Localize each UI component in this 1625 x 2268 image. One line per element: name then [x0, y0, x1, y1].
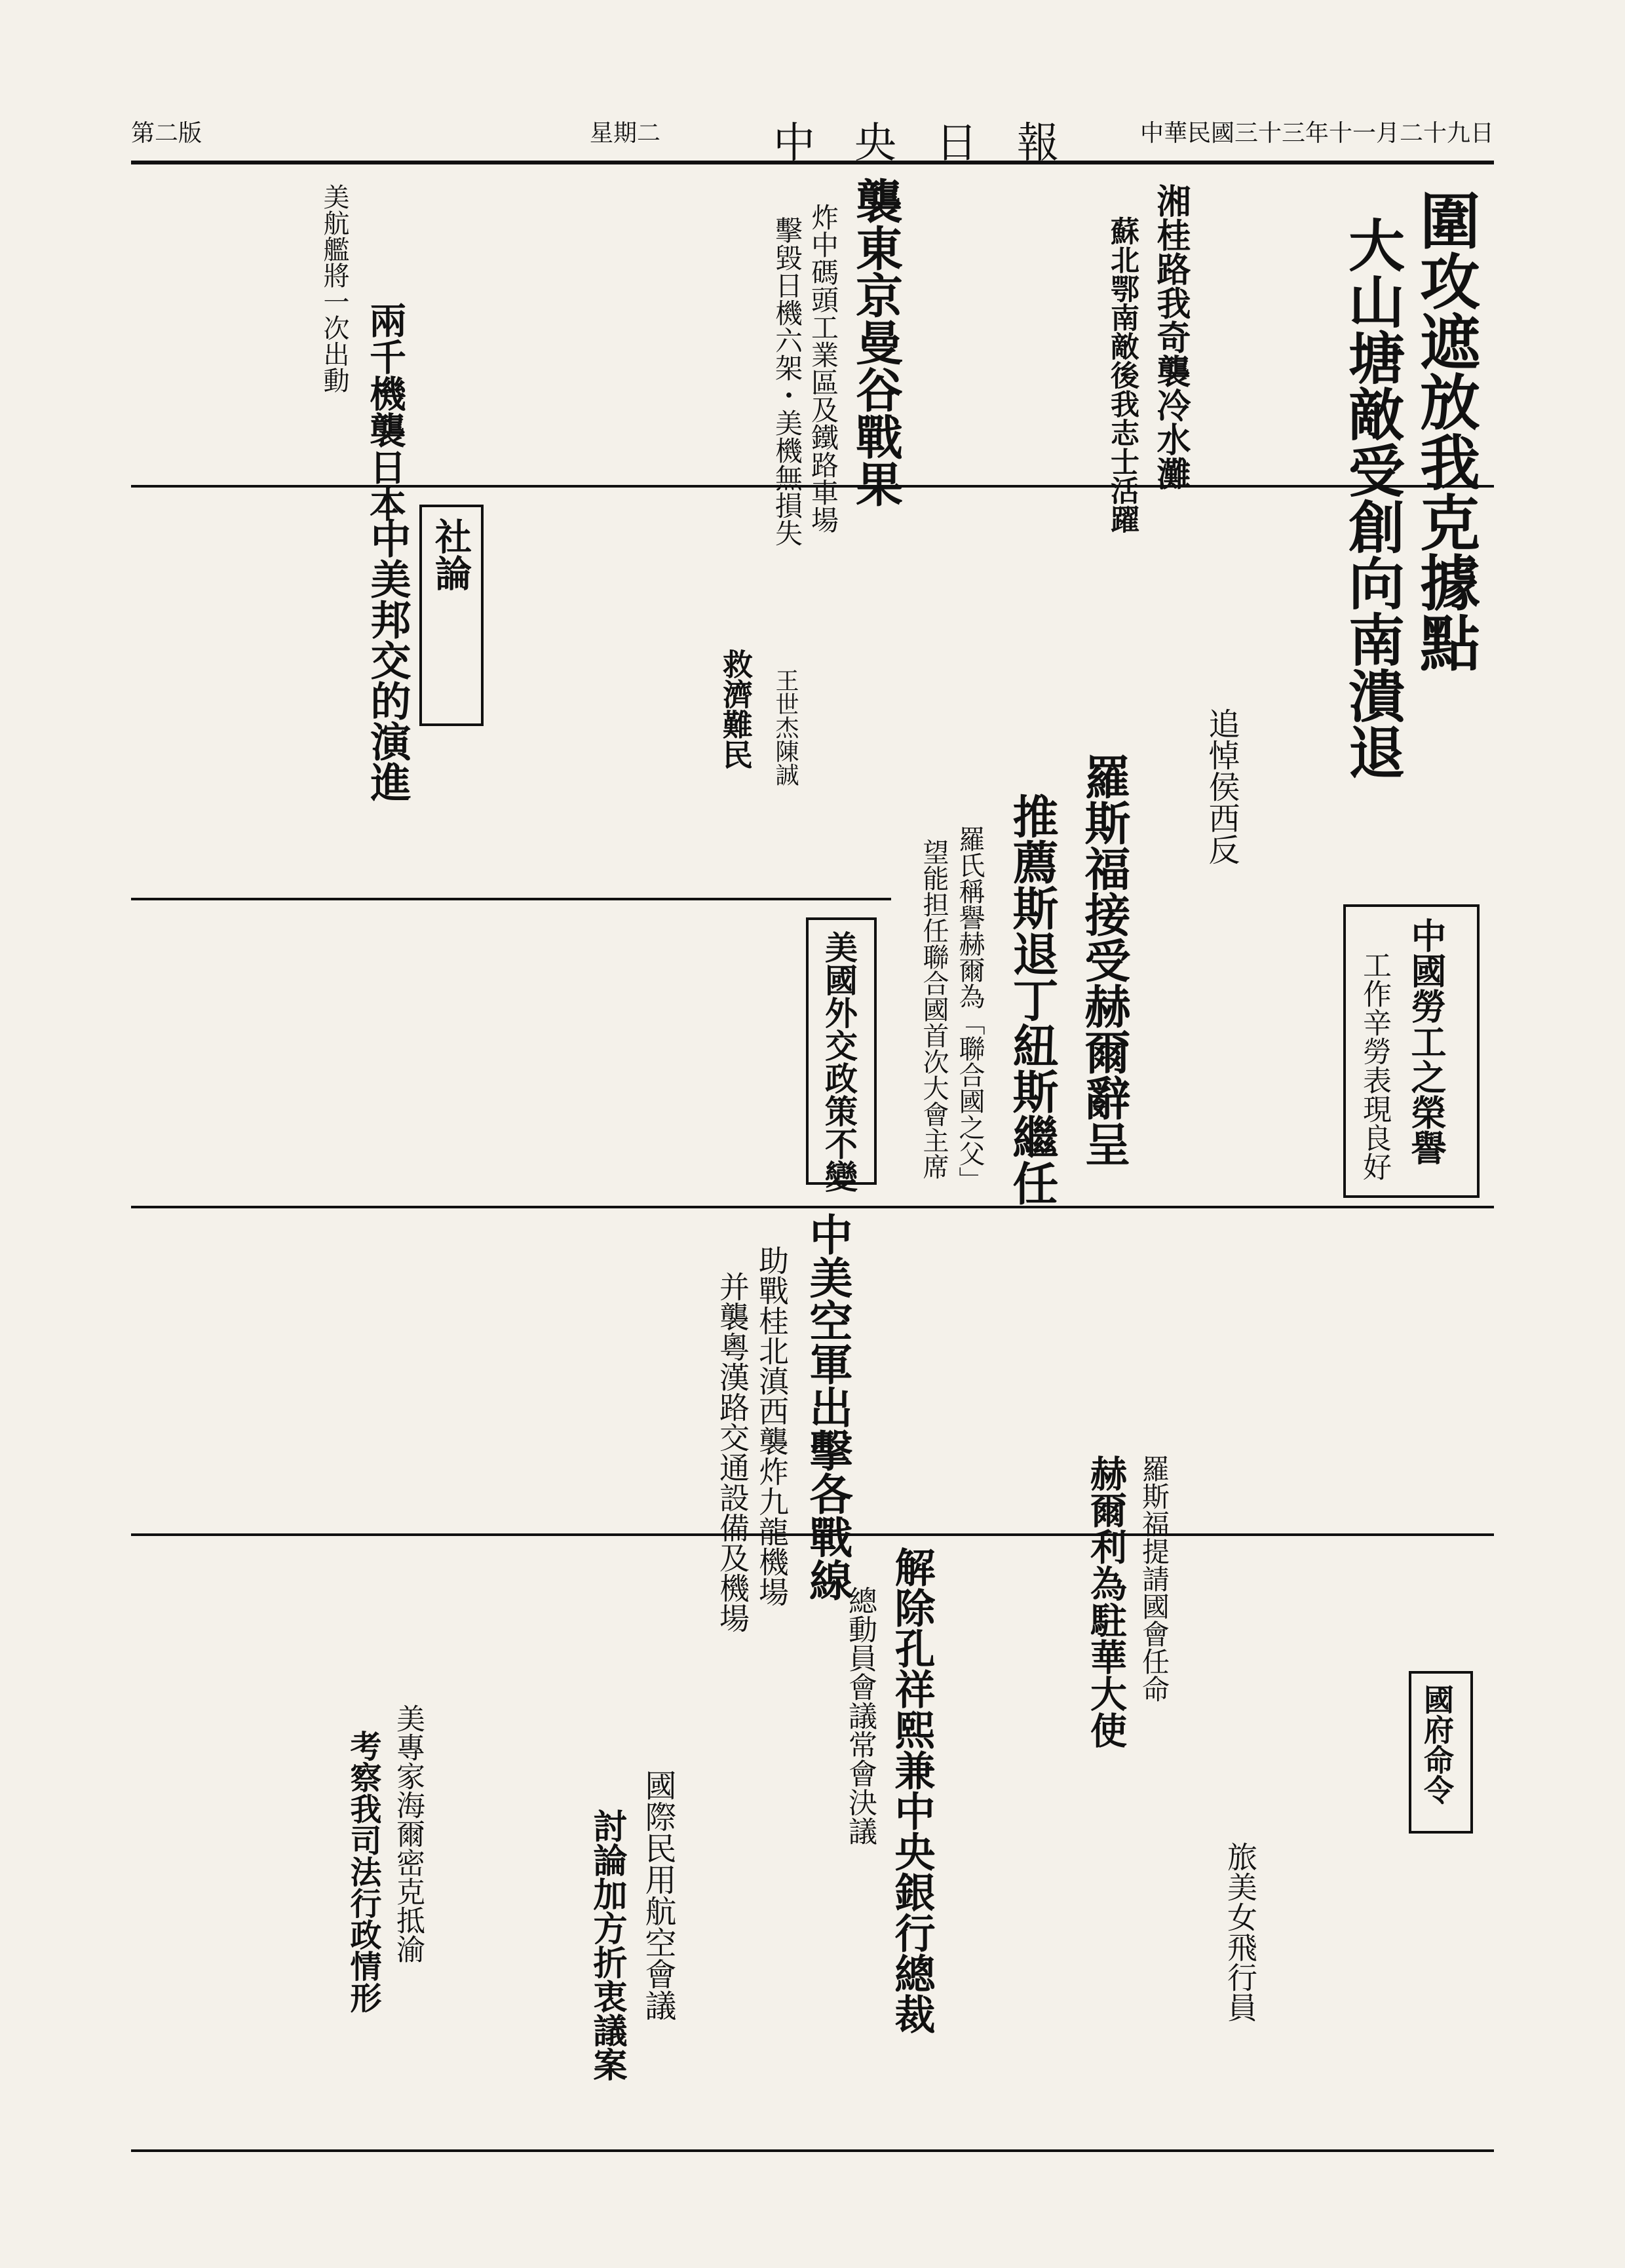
law-expert-subheadline: 考察我司法行政情形: [345, 1730, 381, 2013]
labor-headline: 中國勞工之榮譽: [1405, 917, 1447, 1165]
roosevelt-body: [904, 505, 1140, 740]
officials-headline: 王世杰陳誠: [772, 668, 799, 786]
air-subheadline: 助戰桂北滇西襲炸九龍機場: [754, 1245, 790, 1607]
labor-body: [1245, 505, 1481, 885]
relief-headline: 救濟難民: [718, 649, 754, 769]
law-expert-body: [144, 1547, 328, 2136]
air-headline: 中美空軍出擊各戰線: [802, 1212, 853, 1602]
lead-subheadline: 大山塘敵受創向南潰退: [1339, 216, 1405, 780]
hurley-body: [898, 1219, 1068, 1520]
raid-headline: 襲東京曼谷戰果: [848, 177, 904, 507]
roosevelt-note: 羅氏稱譽赫爾為「聯合國之父」: [955, 826, 985, 1193]
law-expert-headline: 美專家海爾密克抵渝: [391, 1704, 425, 1963]
b29-body: [144, 183, 301, 472]
subei-headline: 蘇北鄂南敵後我志士活躍: [1105, 216, 1139, 533]
labor-subheadline: 工作辛勞表現良好: [1358, 950, 1391, 1181]
aviation-body: [511, 1547, 812, 1743]
air-subheadline-2: 并襲粵漢路交通設備及機場: [715, 1271, 750, 1633]
aviation-headline: 國際民用航空會議: [640, 1769, 676, 2021]
kong-subheadline: 總動員會議常會決議: [843, 1586, 877, 1845]
memorial-headline: 追悼侯西反: [1203, 708, 1240, 865]
raid-body: [564, 183, 760, 472]
newspaper-title: 中央日報: [773, 119, 1098, 168]
raid-subheadline-2: 擊毀日機六架・美機無損失: [771, 216, 803, 547]
relief-body: [498, 505, 695, 872]
aviation-subheadline: 討論加方折衷議案: [587, 1809, 627, 2081]
section-rule: [131, 898, 891, 900]
lead-body: [1232, 183, 1324, 472]
masthead: [131, 115, 1494, 168]
editorial-label: 社論: [429, 518, 472, 591]
roosevelt-note-2: 望能担任聯合國首次大會主席: [919, 839, 949, 1180]
decree-body: [1179, 1219, 1481, 1520]
section-rule: [131, 2149, 1494, 2152]
foreign-policy-headline: 美國外交政策不變: [820, 931, 858, 1193]
weekday: 星期二: [590, 120, 661, 147]
page-number: 第二版: [131, 120, 202, 147]
decree-headline: 國府命令: [1419, 1684, 1455, 1805]
roosevelt-headline: 羅斯福接受赫爾辭呈: [1077, 754, 1132, 1166]
raid-subheadline: 炸中碼頭工業區及鐵路車場: [807, 203, 839, 533]
editorial-title: 中美邦交的演進: [364, 518, 411, 802]
editorial-body: [144, 505, 354, 878]
women-body: [1396, 1547, 1481, 2136]
guilin-body: [970, 183, 1088, 472]
guilin-headline: 湘桂路我奇襲冷水灘: [1151, 183, 1191, 490]
women-headline: 旅美女飛行員: [1223, 1841, 1258, 2022]
air-body: [524, 1219, 701, 1520]
kong-body: [950, 1547, 1383, 2136]
hurley-subheadline: 赫爾利為駐華大使: [1084, 1455, 1128, 1748]
issue-date: 中華民國三十三年十一月二十九日: [1139, 120, 1494, 147]
b29-subheadline: 兩千機襲日本: [364, 301, 407, 522]
b29-headline: 美航艦將一次出動: [319, 183, 349, 393]
roosevelt-subheadline: 推薦斯退丁紐斯繼任: [1005, 793, 1060, 1206]
hurley-headline: 羅斯福提請國會任命: [1138, 1455, 1170, 1702]
kong-headline: 解除孔祥熙兼中央銀行總裁: [888, 1547, 936, 2034]
lead-headline: 圍攻遮放我克據點: [1410, 190, 1481, 672]
